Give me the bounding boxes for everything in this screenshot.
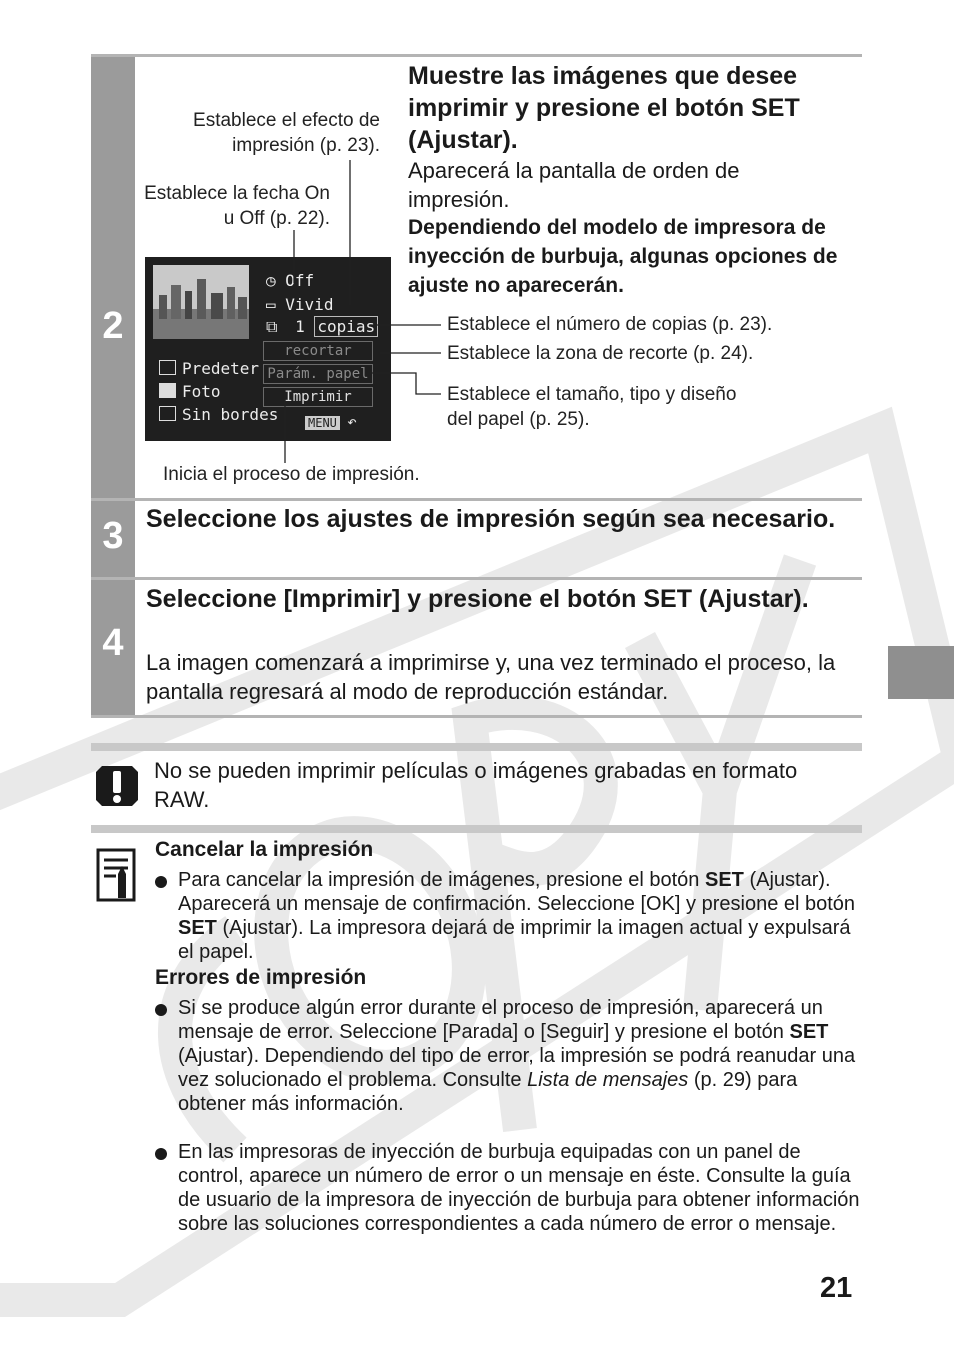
bullet-dot: [155, 876, 167, 888]
callout-print: Inicia el proceso de impresión.: [163, 464, 420, 485]
exclamation-icon: [94, 764, 140, 808]
step3-top-rule: [91, 498, 862, 501]
callout-effect: Establece el efecto de impresión (p. 23).: [193, 110, 380, 156]
step2-note: Dependiendo del modelo de impresora de inyección de burbuja, algunas opciones de ajuste no aparecerán.: [408, 216, 838, 297]
step4-number: 4: [102, 622, 124, 664]
step4-number-tab: [91, 580, 135, 716]
return-arrow-icon: ↶: [347, 412, 357, 431]
step3-number-tab: [91, 501, 135, 577]
step4-body: La imagen comenzará a imprimirse y, una vez terminado el proceso, la pantalla regresará al modo de reproducción estándar.: [146, 650, 836, 704]
screen-layout-option: Sin bordes: [159, 405, 278, 424]
callout-leader-lines: [0, 0, 954, 500]
step2-body: Aparecerá la pantalla de orden de impresión.: [408, 158, 740, 212]
screen-date-value: Off: [285, 271, 315, 290]
screen-effect-value: Vivid: [285, 295, 334, 314]
caution-text: No se pueden imprimir películas o imágenes grabadas en formato RAW.: [154, 758, 798, 812]
notes-bar: [91, 825, 862, 833]
bullet-dot: [155, 1148, 167, 1160]
screen-copies-label: copias: [314, 316, 378, 337]
cancel-title: Cancelar la impresión: [155, 838, 374, 861]
step2-heading: Muestre las imágenes que desee imprimir y presione el botón SET (Ajustar).: [408, 62, 800, 154]
callout-trim: Establece la zona de recorte (p. 24).: [447, 343, 754, 364]
clock-icon: ◷: [266, 271, 276, 290]
step4-heading: Seleccione [Imprimir] y presione el botón SET (Ajustar).: [146, 585, 809, 613]
caution-bar: [91, 743, 862, 751]
screen-print-button[interactable]: Imprimir: [263, 387, 373, 407]
step3-number: 3: [102, 515, 124, 557]
step2-number: 2: [102, 305, 124, 347]
page-number: 21: [820, 1272, 853, 1304]
image-effect-icon: ▭: [266, 295, 276, 314]
screen-layout-option: Predeter: [159, 359, 259, 378]
screen-menu-label: MENU: [305, 416, 340, 430]
screen-copies-count: 1: [295, 317, 305, 336]
errors-bullet-1: Si se produce algún error durante el proceso de impresión, aparecerá un mensaje de error. Seleccione [Parada] o [Seguir] y presione el botón SET (Ajustar). Dependiendo del tipo de error, la impresión se podrá reanudar una vez solucionado el problema. Consulte Lista de mensajes (p. 29) para obtener más información.: [155, 996, 860, 1116]
bullet-dot: [155, 1004, 167, 1016]
step4-top-rule: [91, 577, 862, 580]
screen-trim-button[interactable]: recortar: [263, 341, 373, 361]
callout-copies: Establece el número de copias (p. 23).: [447, 314, 773, 335]
callout-paper: Establece el tamaño, tipo y diseño del papel (p. 25).: [447, 384, 737, 430]
errors-title: Errores de impresión: [155, 966, 367, 989]
step4-bottom-rule: [91, 715, 862, 718]
screen-layout-option: Foto: [159, 382, 221, 401]
chapter-side-tab: [888, 646, 954, 699]
memo-icon: [96, 848, 138, 904]
screen-paper-button[interactable]: Parám. papel: [263, 364, 373, 384]
copies-icon: ⧉: [266, 317, 278, 336]
cancel-bullet: Para cancelar la impresión de imágenes, presione el botón SET (Ajustar). Aparecerá un mensaje de confirmación. Seleccione [OK] y presione el botón SET (Ajustar). La impresora dejará de imprimir la imagen actual y expulsará el papel.: [155, 868, 860, 964]
errors-bullet-2: En las impresoras de inyección de burbuja equipadas con un panel de control, aparece un número de error o un mensaje en éste. Consulte la guía de usuario de la impresora de inyección de burbuja para obtener información sobre las soluciones correspondientes a cada número de error o mensaje.: [155, 1140, 860, 1236]
step3-heading: Seleccione los ajustes de impresión según sea necesario.: [146, 505, 836, 533]
callout-date: Establece la fecha On u Off (p. 22).: [144, 183, 330, 229]
